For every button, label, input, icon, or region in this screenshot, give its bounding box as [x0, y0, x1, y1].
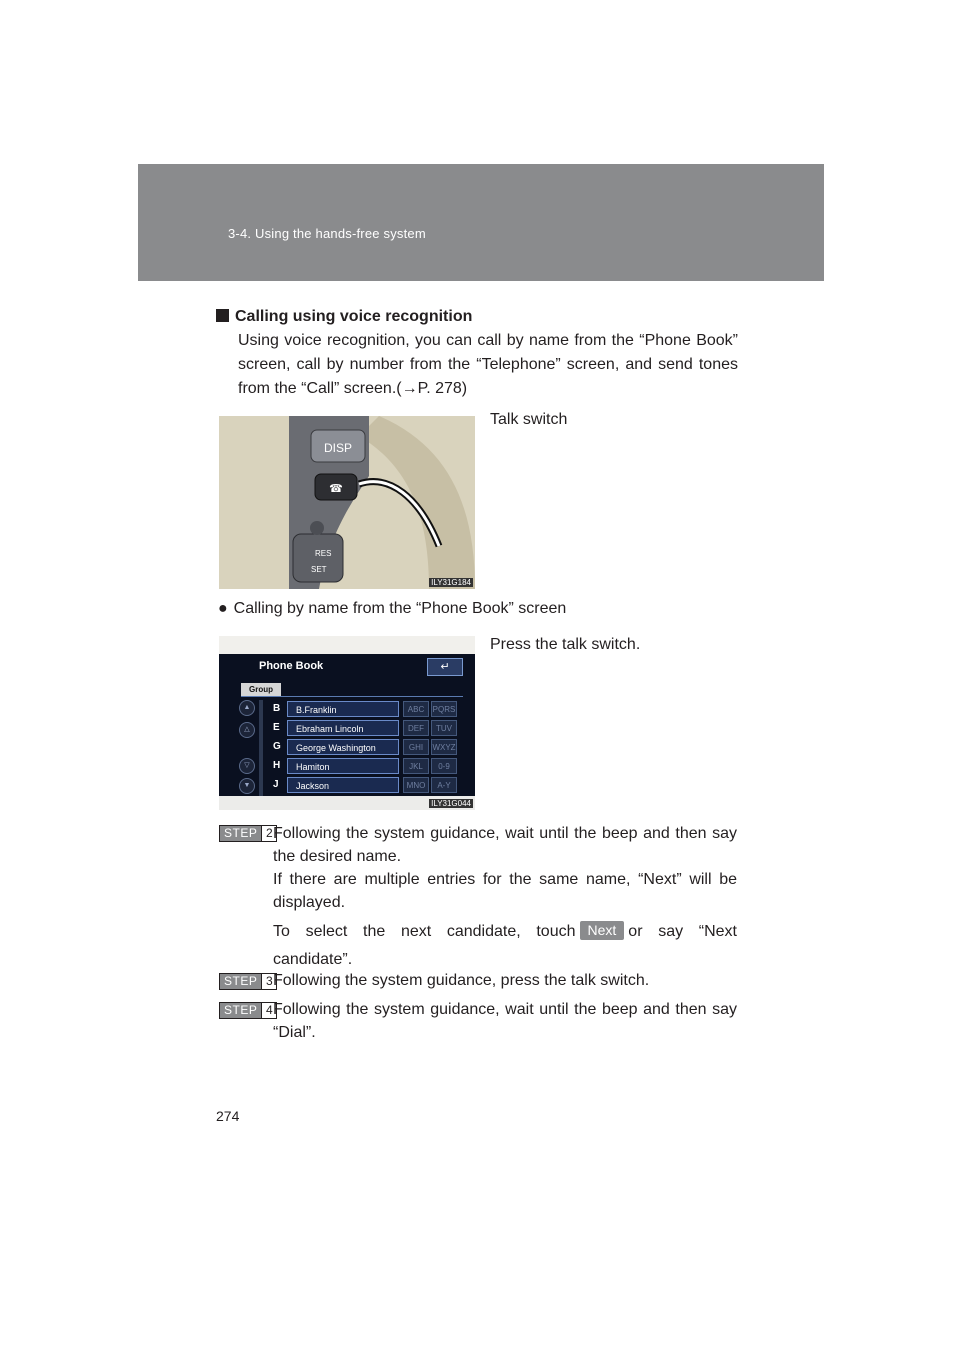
set-label: SET	[311, 565, 327, 574]
intro-paragraph: Using voice recognition, you can call by name from the “Phone Book” screen, call by number from the “Telephone” screen, and send tones from the “Call” screen.(→P. 278)	[238, 332, 738, 397]
phone-book-entry[interactable]	[267, 701, 463, 718]
phone-book-title: Phone Book	[259, 660, 324, 672]
entry-letter: E	[273, 722, 280, 733]
alpha-key[interactable]: GHI	[403, 739, 429, 755]
entry-name[interactable]: Jackson	[287, 777, 399, 793]
phone-book-entry[interactable]	[267, 720, 463, 737]
step-2-text-c2: or say “Next candidate”.	[273, 923, 737, 968]
entry-letter: J	[273, 779, 279, 790]
alpha-key[interactable]: MNO	[403, 777, 429, 793]
talk-switch-figure	[219, 416, 475, 589]
entry-letter: G	[273, 741, 281, 752]
entry-name[interactable]: George Washington	[287, 739, 399, 755]
page-number: 274	[216, 1108, 240, 1124]
phone-book-screen	[219, 636, 475, 810]
step-4-text: Following the system guidance, wait until the beep and then say “Dial”.	[273, 1001, 737, 1041]
entry-letter: B	[273, 703, 281, 714]
res-label: RES	[315, 549, 332, 558]
step-2-text-b: If there are multiple entries for the same name, “Next” will be displayed.	[273, 871, 737, 911]
square-bullet-icon	[216, 309, 229, 322]
step-label: STEP	[220, 826, 261, 841]
phone-book-entry[interactable]	[267, 739, 463, 756]
phone-book-entry[interactable]	[267, 758, 463, 775]
step-number: 3	[261, 974, 276, 989]
header-band	[138, 164, 824, 281]
bullet-text: Calling by name from the “Phone Book” screen	[233, 600, 567, 617]
step-number: 4	[261, 1003, 276, 1018]
alpha-key[interactable]: ABC	[403, 701, 429, 717]
back-button[interactable]: ↵	[427, 658, 463, 676]
section-title: 3-4. Using the hands-free system	[228, 226, 426, 241]
bullet-item	[218, 597, 566, 621]
alpha-key[interactable]: TUV	[431, 720, 457, 736]
scroll-up-icon[interactable]: △	[239, 722, 255, 738]
entry-name[interactable]: Hamiton	[287, 758, 399, 774]
step-badge-4	[219, 1002, 277, 1019]
step-2-text-c1: To select the next candidate, touch	[273, 923, 576, 940]
alpha-key[interactable]: PQRS	[431, 701, 457, 717]
screen-top-margin	[219, 636, 475, 654]
group-tab[interactable]: Group	[241, 683, 281, 696]
next-button[interactable]: Next	[580, 921, 625, 940]
section-heading	[216, 305, 472, 329]
step-2-text-a: Following the system guidance, wait until the beep and then say the desired name.	[273, 825, 737, 865]
talk-switch-icon: ☎	[329, 483, 343, 495]
page-down-icon[interactable]: ▼	[239, 778, 255, 794]
alpha-key[interactable]: DEF	[403, 720, 429, 736]
disp-label: DISP	[323, 441, 353, 455]
step-label: STEP	[220, 974, 261, 989]
scrollbar[interactable]	[259, 700, 263, 800]
alpha-key[interactable]: 0-9	[431, 758, 457, 774]
step-number: 2	[261, 826, 276, 841]
scroll-down-icon[interactable]: ▽	[239, 758, 255, 774]
step-3-text: Following the system guidance, press the talk switch.	[273, 972, 650, 989]
heading-text: Calling using voice recognition	[235, 308, 473, 325]
steering-wheel-illustration	[219, 416, 475, 589]
circle-bullet-icon: ●	[218, 600, 228, 617]
alpha-key[interactable]: WXYZ	[431, 739, 457, 755]
figure-code: ILY31G044	[431, 799, 471, 808]
entry-letter: H	[273, 760, 281, 771]
step-2-text-c	[273, 918, 737, 974]
step-badge-3	[219, 973, 277, 990]
page-up-icon[interactable]: ▲	[239, 700, 255, 716]
alpha-key[interactable]: A-Y	[431, 777, 457, 793]
figure-code: ILY31G184	[431, 578, 471, 587]
phone-book-entry[interactable]	[267, 777, 463, 794]
talk-switch-callout: Talk switch	[490, 411, 568, 428]
group-divider	[241, 696, 463, 697]
step-1-text: Press the talk switch.	[490, 636, 641, 653]
step-badge-2	[219, 825, 277, 842]
entry-name[interactable]: B.Franklin	[287, 701, 399, 717]
entry-name[interactable]: Ebraham Lincoln	[287, 720, 399, 736]
step-label: STEP	[220, 1003, 261, 1018]
alpha-key[interactable]: JKL	[403, 758, 429, 774]
